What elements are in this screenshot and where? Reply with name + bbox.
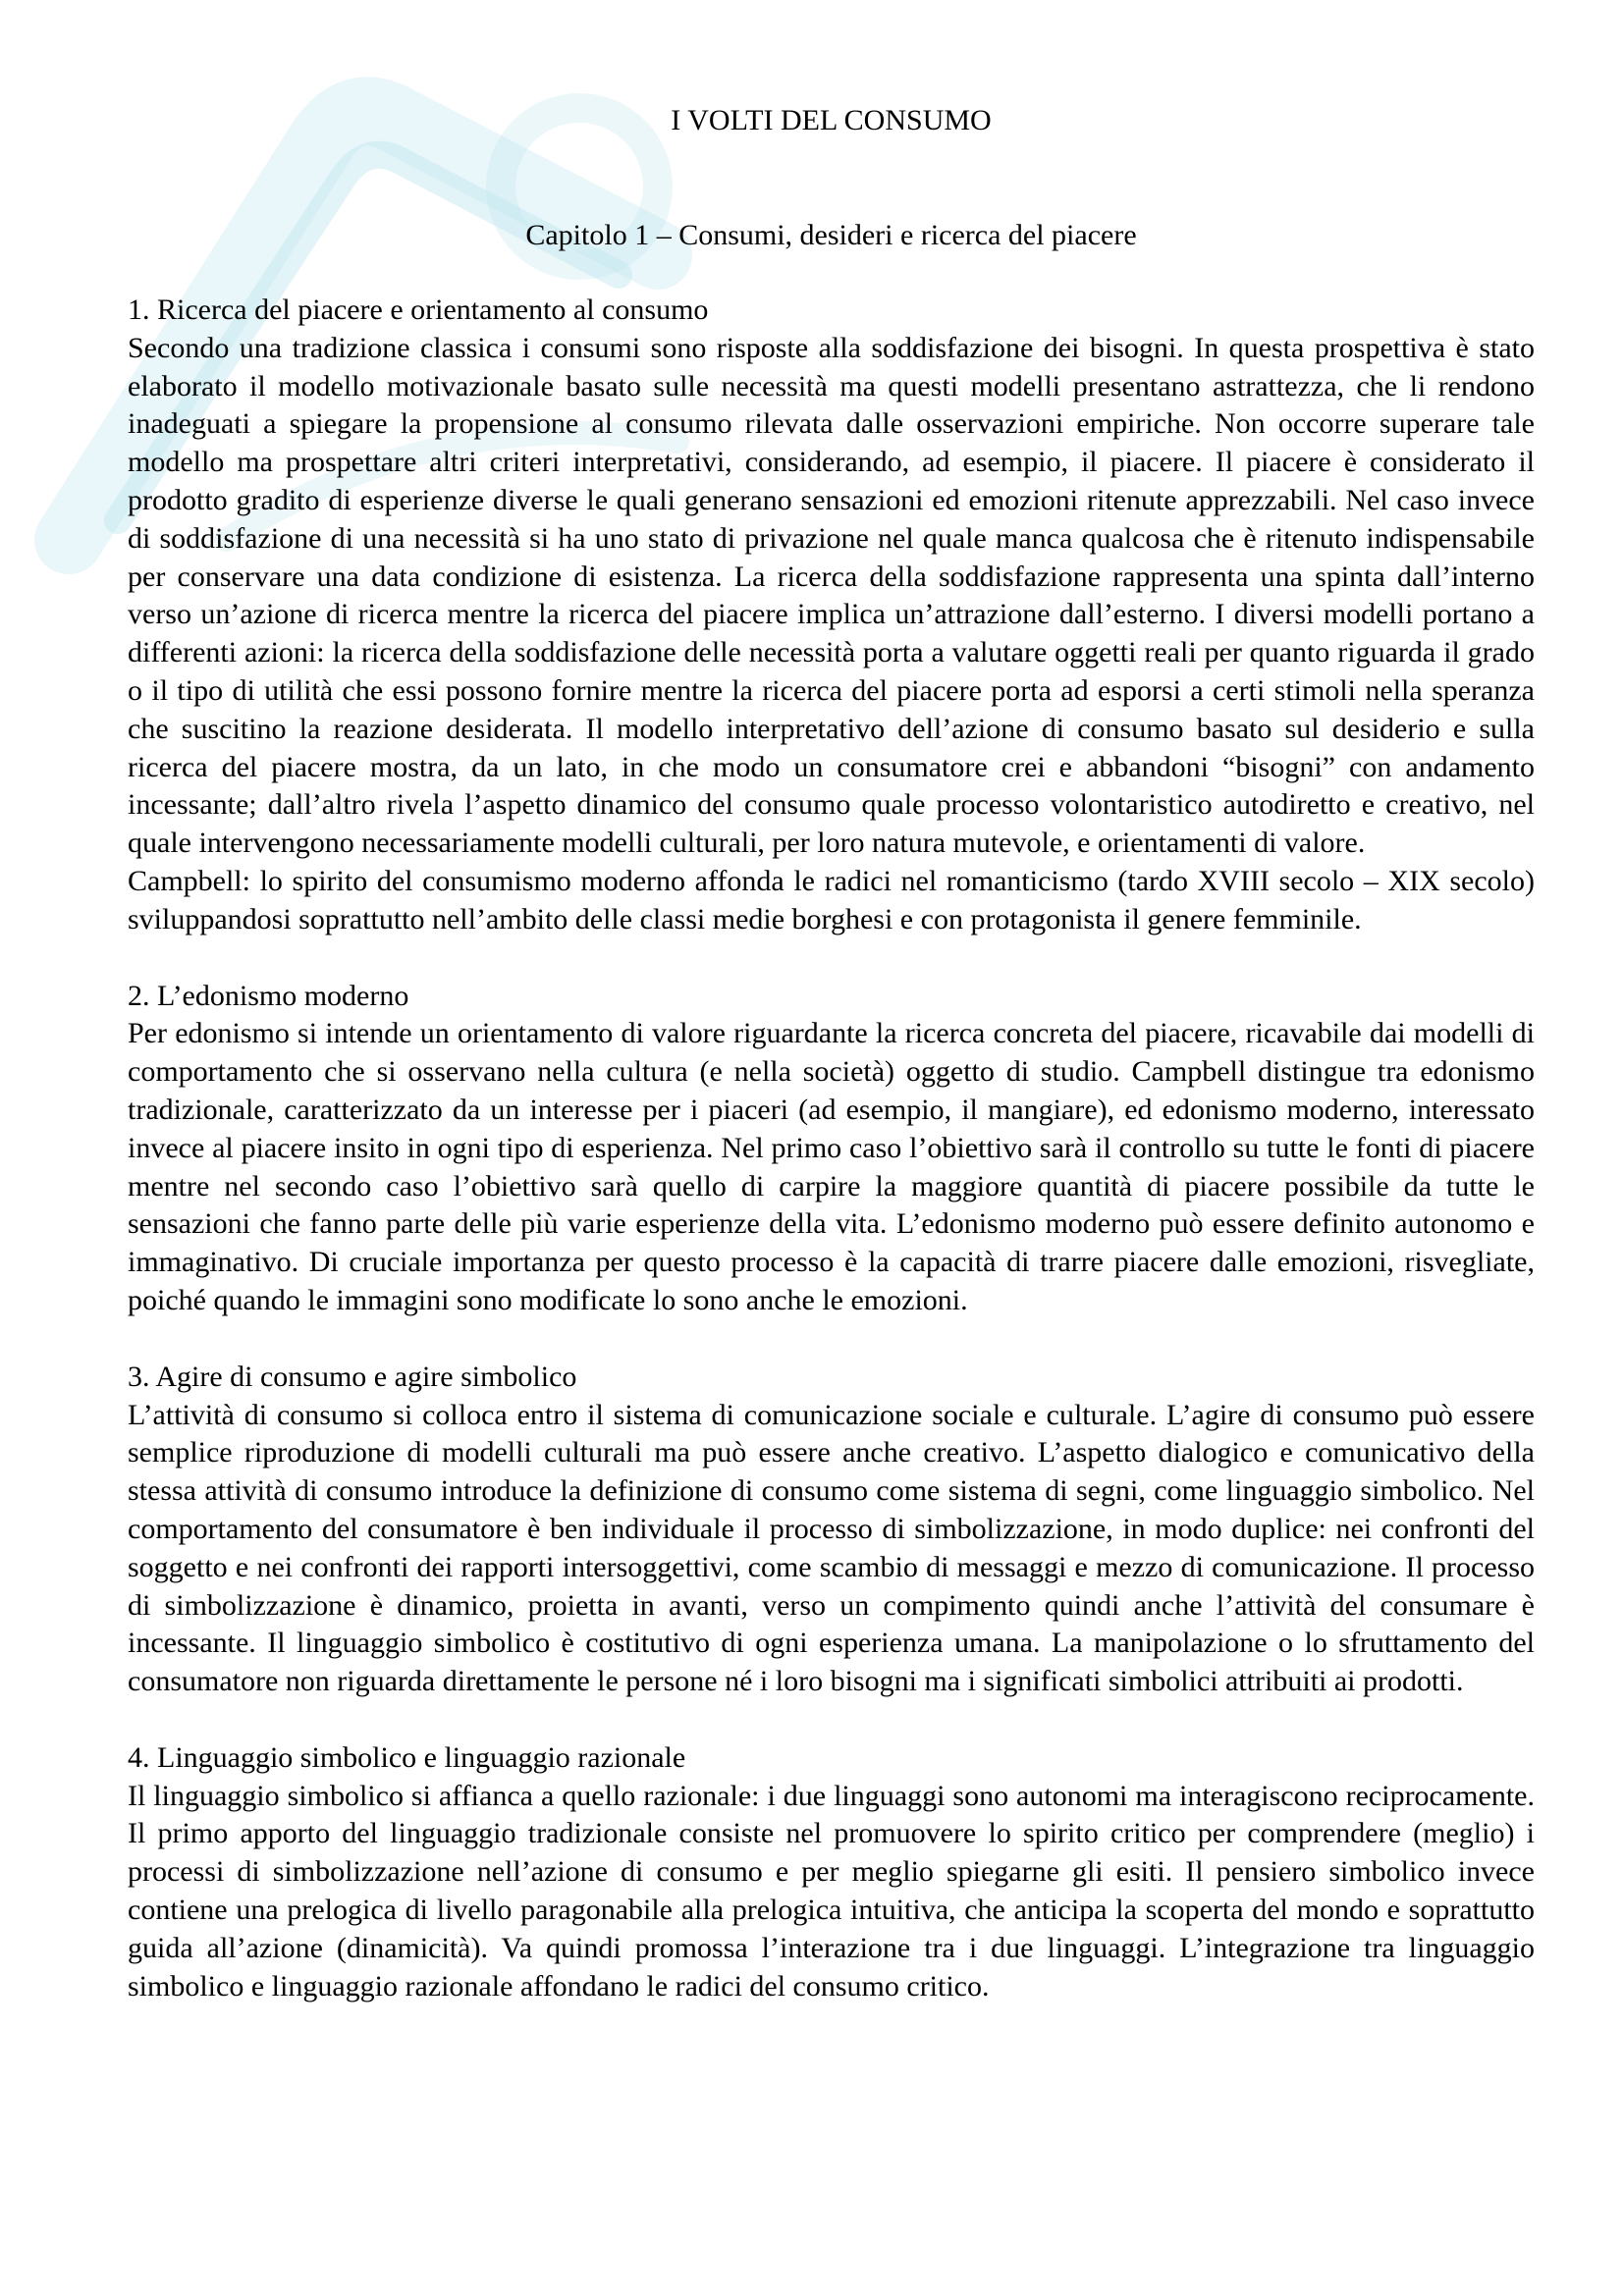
section-heading: 4. Linguaggio simbolico e linguaggio razionale xyxy=(128,1740,686,1774)
section-4 xyxy=(128,1739,1535,2006)
section-heading: 3. Agire di consumo e agire simbolico xyxy=(128,1360,577,1393)
section-paragraph: Il linguaggio simbolico si affianca a quello razionale: i due linguaggi sono autonomi ma interagiscono reciprocamente. Il primo apporto del linguaggio tradizionale consiste nel promuovere lo spirito critico per comprendere (meglio) i processi di simbolizzazione nell’azione di consumo e per meglio spiegarne gli esiti. Il pensiero simbolico invece contiene una prelogica di livello paragonabile alla prelogica intuitiva, che anticipa la scoperta del mondo e soprattutto guida all’azione (dinamicità). Va quindi promossa l’interazione tra i due linguaggi. L’integrazione tra linguaggio simbolico e linguaggio razionale affondano le radici del consumo critico. xyxy=(128,1779,1535,2002)
section-2 xyxy=(128,978,1535,1320)
section-1 xyxy=(128,292,1535,939)
section-paragraph: L’attività di consumo si colloca entro il sistema di comunicazione sociale e culturale. L’agire di consumo può essere semplice riproduzione di modelli culturali ma può essere anche creativo. L’aspetto dialogico e comunicativo della stessa attività di consumo introduce la definizione di consumo come sistema di segni, come linguaggio simbolico. Nel comportamento del consumatore è ben individuale il processo di simbolizzazione, in modo duplice: nei confronti del soggetto e nei confronti dei rapporti intersoggettivi, come scambio di messaggi e mezzo di comunicazione. Il processo di simbolizzazione è dinamico, proietta in avanti, verso un compimento quindi anche l’attività del consumare è incessante. Il linguaggio simbolico è costitutivo di ogni esperienza umana. La manipolazione o lo sfruttamento del consumatore non riguarda direttamente le persone né i loro bisogni ma i significati simbolici attribuiti ai prodotti. xyxy=(128,1398,1535,1698)
section-paragraph: Campbell: lo spirito del consumismo moderno affonda le radici nel romanticismo (tardo XVIII secolo – XIX secolo) sviluppandosi soprattutto nell’ambito delle classi medie borghesi e con protagonista il genere femminile. xyxy=(128,864,1535,935)
section-heading: 2. L’edonismo moderno xyxy=(128,979,409,1012)
document-body xyxy=(128,292,1535,2044)
section-heading: 1. Ricerca del piacere e orientamento al consumo xyxy=(128,294,709,326)
section-paragraph: Secondo una tradizione classica i consumi sono risposte alla soddisfazione dei bisogni. In questa prospettiva è stato elaborato il modello motivazionale basato sulle necessità ma questi modelli presentano astrattezza, che li rendono inadeguati a spiegare la propensione al consumo rilevata dalle osservazioni empiriche. Non occorre superare tale modello ma prospettare altri criteri interpretativi, considerando, ad esempio, il piacere. Il piacere è considerato il prodotto gradito di esperienze diverse le quali generano sensazioni ed emozioni ritenute apprezzabili. Nel caso invece di soddisfazione di una necessità si ha uno stato di privazione nel quale manca qualcosa che è ritenuto indispensabile per conservare una data condizione di esistenza. La ricerca della soddisfazione rappresenta una spinta dall’interno verso un’azione di ricerca mentre la ricerca del piacere implica un’attrazione dall’esterno. I diversi modelli portano a differenti azioni: la ricerca della soddisfazione delle necessità porta a valutare oggetti reali per quanto riguarda il grado o il tipo di utilità che essi possono fornire mentre la ricerca del piacere porta ad esporsi a certi stimoli nella speranza che suscitino la reazione desiderata. Il modello interpretativo dell’azione di consumo basato sul desiderio e sulla ricerca del piacere mostra, da un lato, in che modo un consumatore crei e abbandoni “bisogni” con andamento incessante; dall’altro rivela l’aspetto dinamico del consumo quale processo volontaristico autodiretto e creativo, nel quale intervengono necessariamente modelli culturali, per loro natura mutevole, e orientamenti di valore. xyxy=(128,331,1535,860)
document-title: I VOLTI DEL CONSUMO xyxy=(671,104,992,136)
section-3 xyxy=(128,1359,1535,1701)
section-paragraph: Per edonismo si intende un orientamento di valore riguardante la ricerca concreta del piacere, ricavabile dai modelli di comportamento che si osservano nella cultura (e nella società) oggetto di studio. Campbell distingue tra edonismo tradizionale, caratterizzato da un interesse per i piaceri (ad esempio, il mangiare), ed edonismo moderno, interessato invece al piacere insito in ogni tipo di esperienza. Nel primo caso l’obiettivo sarà il controllo su tutte le fonti di piacere mentre nel secondo caso l’obiettivo sarà quello di carpire la maggiore quantità di piacere possibile da tutte le sensazioni che fanno parte delle più varie esperienze della vita. L’edonismo moderno può essere definito autonomo e immaginativo. Di cruciale importanza per questo processo è la capacità di trarre piacere dalle emozioni, risvegliate, poiché quando le immagini sono modificate lo sono anche le emozioni. xyxy=(128,1017,1535,1316)
chapter-title: Capitolo 1 – Consumi, desideri e ricerca del piacere xyxy=(525,219,1137,251)
